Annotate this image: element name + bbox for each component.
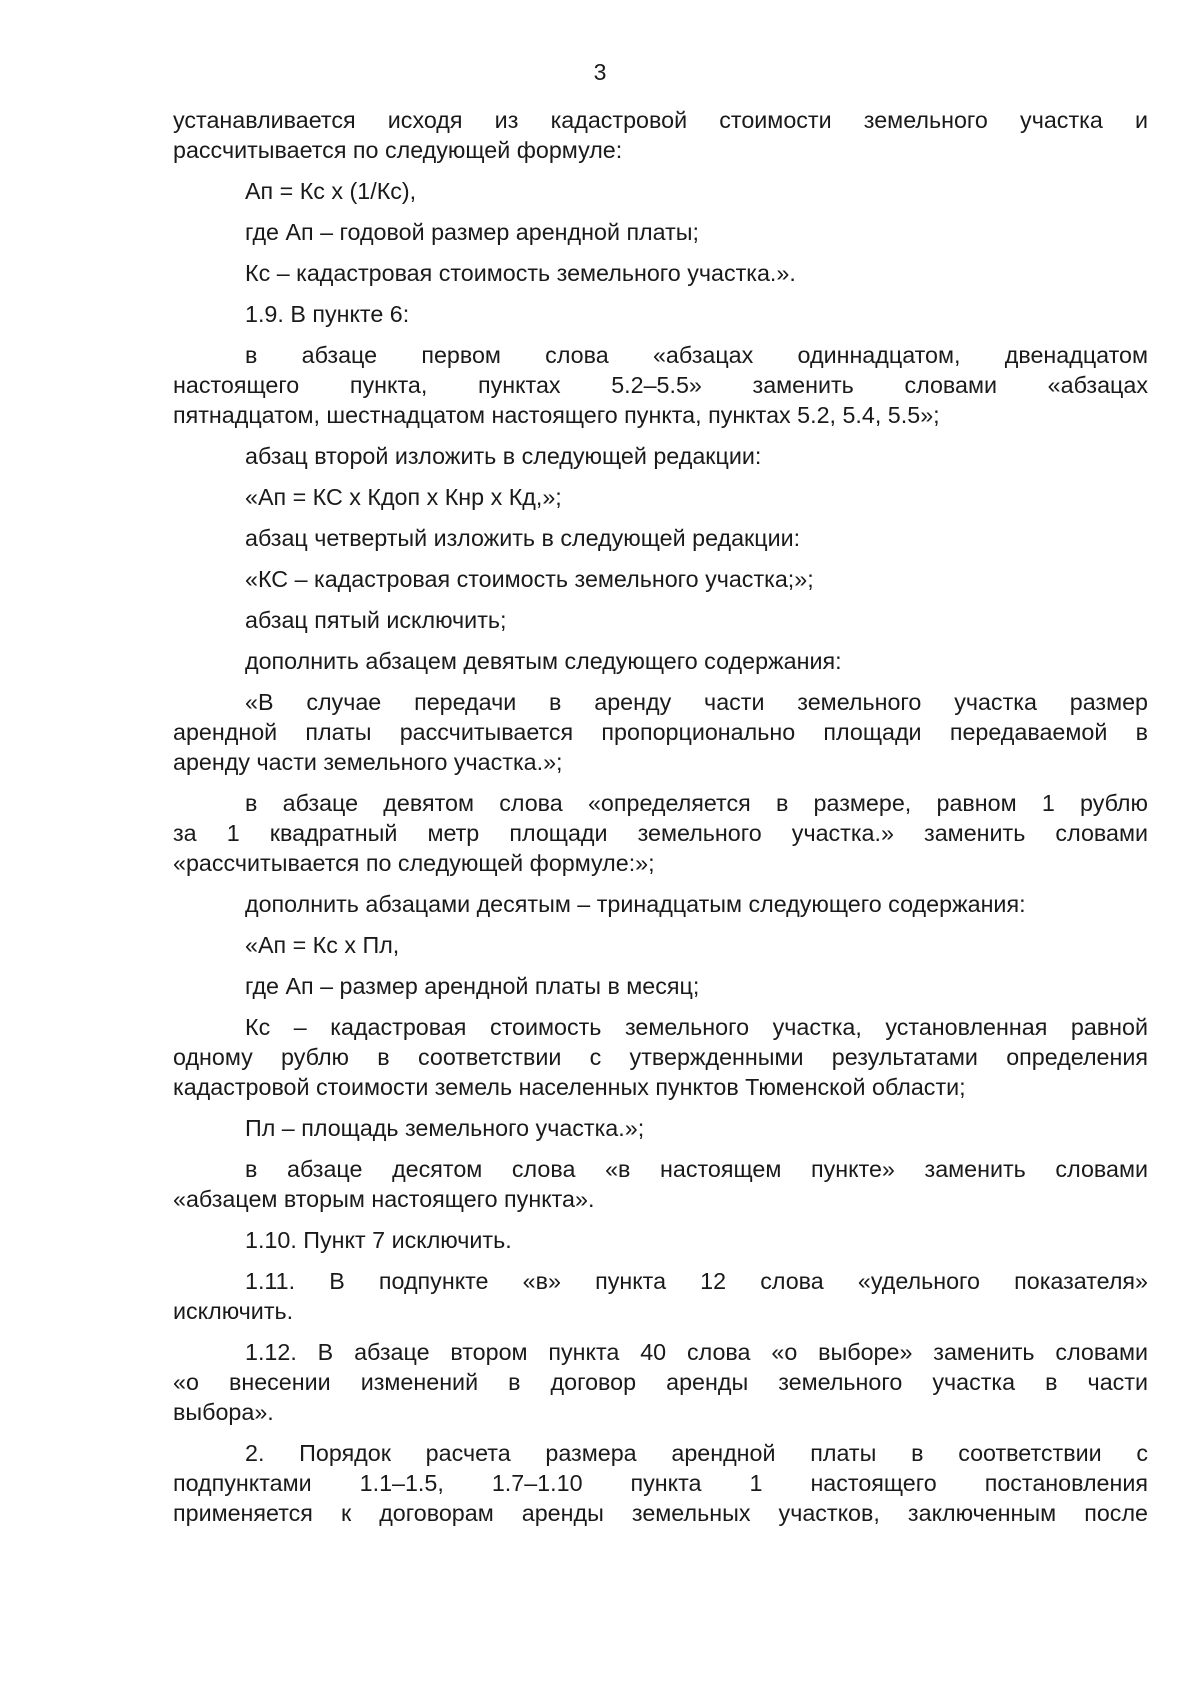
text-line: Пл – площадь земельного участка.»; (245, 1115, 645, 1141)
text-line: абзац пятый исключить; (245, 607, 507, 633)
paragraph (173, 482, 1148, 512)
text-line: «В случае передачи в аренду части земельного участка размер (245, 689, 1148, 715)
text-line: применяется к договорам аренды земельных участков, заключенным после (173, 1500, 1148, 1526)
paragraph (173, 930, 1148, 960)
text-line: Кс – кадастровая стоимость земельного участка.». (245, 260, 796, 286)
page-number: 3 (593, 59, 607, 85)
paragraph (173, 340, 1148, 430)
text-line: Кс – кадастровая стоимость земельного участка, установленная равной (245, 1014, 1148, 1040)
paragraph (173, 564, 1148, 594)
text-line: абзац четвертый изложить в следующей редакции: (245, 525, 801, 551)
text-line: 2. Порядок расчета размера арендной платы в соответствии с (245, 1440, 1148, 1466)
text-line: дополнить абзацем девятым следующего содержания: (245, 648, 842, 674)
paragraph (173, 105, 1148, 165)
text-line: в абзаце девятом слова «определяется в размере, равном 1 рублю (245, 790, 1148, 816)
text-line: «КС – кадастровая стоимость земельного участка;»; (245, 566, 814, 592)
text-line: за 1 квадратный метр площади земельного участка.» заменить словами (173, 820, 1148, 846)
text-line: 1.12. В абзаце втором пункта 40 слова «о выборе» заменить словами (245, 1339, 1148, 1365)
document-body (173, 105, 1148, 1539)
section-heading: 1.10. Пункт 7 исключить. (245, 1227, 512, 1253)
text-line: 1.11. В подпункте «в» пункта 12 слова «удельного показателя» (245, 1268, 1148, 1294)
text-line: одному рублю в соответствии с утвержденными результатами определения (173, 1044, 1148, 1070)
text-line: устанавливается исходя из кадастровой стоимости земельного участка и (173, 107, 1148, 133)
text-line: аренду части земельного участка.»; (173, 749, 563, 775)
text-line: «абзацем вторым настоящего пункта». (173, 1186, 595, 1212)
paragraph (173, 258, 1148, 288)
paragraph (173, 1266, 1148, 1326)
paragraph (173, 299, 1148, 329)
text-line: подпунктами 1.1–1.5, 1.7–1.10 пункта 1 настоящего постановления (173, 1470, 1148, 1496)
text-line: арендной платы рассчитывается пропорционально площади передаваемой в (173, 719, 1148, 745)
paragraph (173, 1154, 1148, 1214)
paragraph (173, 788, 1148, 878)
paragraph (173, 687, 1148, 777)
paragraph (173, 217, 1148, 247)
paragraph (173, 605, 1148, 635)
text-line: «рассчитывается по следующей формуле:»; (173, 850, 655, 876)
paragraph (173, 971, 1148, 1001)
paragraph (173, 889, 1148, 919)
text-line: рассчитывается по следующей формуле: (173, 137, 623, 163)
paragraph (173, 441, 1148, 471)
formula-line: «Ап = Кс х Пл, (245, 932, 400, 958)
paragraph (173, 1225, 1148, 1255)
paragraph (173, 1438, 1148, 1528)
paragraph (173, 176, 1148, 206)
text-line: настоящего пункта, пунктах 5.2–5.5» заменить словами «абзацах (173, 372, 1148, 398)
paragraph (173, 1337, 1148, 1427)
paragraph (173, 646, 1148, 676)
paragraph (173, 1113, 1148, 1143)
formula-line: Ап = Кс х (1/Кс), (245, 178, 417, 204)
text-line: пятнадцатом, шестнадцатом настоящего пункта, пунктах 5.2, 5.4, 5.5»; (173, 402, 940, 428)
paragraph (173, 1012, 1148, 1102)
formula-line: «Ап = КС х Кдоп х Кнр х Кд,»; (245, 484, 562, 510)
text-line: в абзаце десятом слова «в настоящем пункте» заменить словами (245, 1156, 1148, 1182)
text-line: выбора». (173, 1399, 274, 1425)
text-line: где Ап – годовой размер арендной платы; (245, 219, 699, 245)
section-heading: 1.9. В пункте 6: (245, 301, 410, 327)
text-line: «о внесении изменений в договор аренды земельного участка в части (173, 1369, 1148, 1395)
text-line: в абзаце первом слова «абзацах одиннадцатом, двенадцатом (245, 342, 1148, 368)
text-line: кадастровой стоимости земель населенных пунктов Тюменской области; (173, 1074, 966, 1100)
text-line: абзац второй изложить в следующей редакции: (245, 443, 762, 469)
text-line: исключить. (173, 1298, 294, 1324)
text-line: дополнить абзацами десятым – тринадцатым следующего содержания: (245, 891, 1026, 917)
text-line: где Ап – размер арендной платы в месяц; (245, 973, 700, 999)
paragraph (173, 523, 1148, 553)
